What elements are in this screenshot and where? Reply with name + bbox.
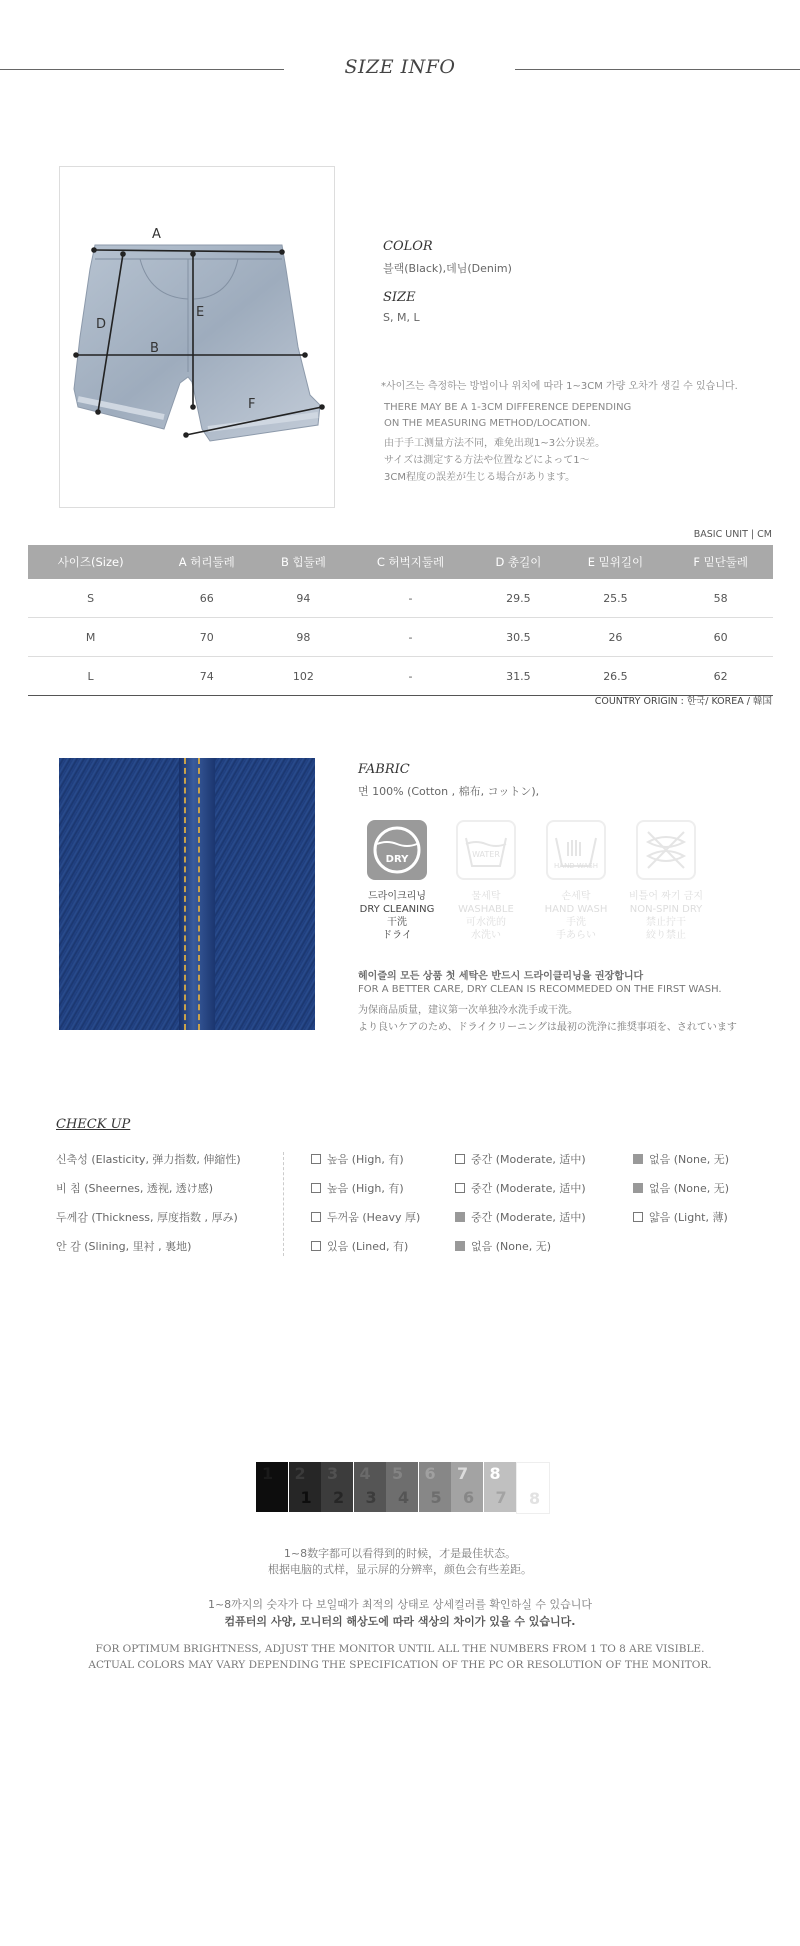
washable-icon-text: WATER	[472, 850, 500, 859]
care-notice-en: FOR A BETTER CARE, DRY CLEAN IS RECOMMEDED ON THE FIRST WASH.	[358, 984, 722, 995]
caption-line: 干洗	[387, 917, 407, 928]
size-note-ja-1: サイズは測定する方法や位置などによって1～	[384, 455, 590, 466]
caption-line: DRY CLEANING	[359, 904, 435, 915]
table-cell: -	[347, 657, 475, 696]
checkup-option	[633, 1209, 728, 1225]
no-spin-dry-icon	[636, 820, 696, 880]
size-note-ja-2: 3CM程度の誤差が生じる場合があります。	[384, 472, 576, 483]
caption-line: 水洗い	[471, 930, 501, 941]
dry-clean-caption	[352, 890, 442, 942]
size-table-header	[28, 545, 773, 579]
caption-line: 물세탁	[471, 891, 501, 902]
fabric-value: 면 100% (Cotton , 棉布, コットン),	[358, 785, 540, 798]
option-label: 중간 (Moderate, 适中)	[471, 1153, 586, 1166]
checkbox-filled	[455, 1241, 465, 1251]
checkbox-empty	[311, 1212, 321, 1222]
dry-clean-icon-text: DRY	[385, 854, 409, 865]
checkbox-empty	[455, 1183, 465, 1193]
caption-line: NON-SPIN DRY	[629, 904, 703, 915]
fabric-label: FABRIC	[358, 762, 410, 777]
checkup-label-lining: 안 감 (Slining, 里衬 , 裏地)	[56, 1240, 192, 1253]
option-label: 높음 (High, 有)	[327, 1182, 404, 1195]
swatch	[354, 1462, 386, 1512]
checkup-option	[311, 1238, 408, 1254]
washable-icon	[456, 820, 516, 880]
swatch-number-top: 5	[392, 1464, 404, 1483]
col-header: 사이즈(Size)	[28, 545, 153, 579]
swatch	[419, 1462, 451, 1512]
size-table	[28, 545, 773, 696]
fabric-swatch-image	[59, 758, 315, 1030]
checkup-title: CHECK UP	[56, 1117, 131, 1132]
table-cell: 70	[153, 618, 260, 657]
no-spin-dry-caption	[621, 890, 711, 942]
checkbox-empty	[311, 1183, 321, 1193]
swatch-number-bottom: 1	[300, 1488, 312, 1507]
swatch	[516, 1462, 550, 1514]
table-row	[28, 579, 773, 618]
table-cell: L	[28, 657, 153, 696]
caption-line: 可水洗的	[466, 917, 506, 928]
swatch	[484, 1462, 516, 1512]
measurement-lines	[60, 167, 334, 507]
caption-line: 드라이크리닝	[368, 891, 426, 902]
table-cell: -	[347, 579, 475, 618]
checkbox-empty	[311, 1154, 321, 1164]
table-cell: 25.5	[563, 579, 669, 618]
table-cell: 62	[668, 657, 773, 696]
monitor-note-ko-1: 1~8까지의 숫자가 다 보일때가 최적의 상태로 상세컬러를 확인하실 수 있습니다	[207, 1598, 593, 1611]
table-cell: 30.5	[474, 618, 562, 657]
table-cell: 60	[668, 618, 773, 657]
swatch-number-bottom: 7	[495, 1488, 507, 1507]
checkup-option	[311, 1151, 404, 1167]
checkup-label-elasticity: 신축성 (Elasticity, 弹力指数, 伸縮性)	[56, 1153, 241, 1166]
size-note-zh: 由于手工测量方法不同，难免出现1~3公分误差。	[384, 438, 606, 449]
option-label: 중간 (Moderate, 适中)	[471, 1211, 586, 1224]
swatch-number-bottom: 6	[463, 1488, 475, 1507]
table-cell: S	[28, 579, 153, 618]
swatch-number-bottom: 5	[430, 1488, 442, 1507]
table-row	[28, 657, 773, 696]
caption-line: 禁止拧干	[646, 917, 686, 928]
col-header: F 밑단둘레	[668, 545, 773, 579]
table-cell: 98	[260, 618, 346, 657]
caption-line: WASHABLE	[458, 904, 514, 915]
caption-line: 손세탁	[561, 891, 591, 902]
hand-wash-icon	[546, 820, 606, 880]
swatch-number-bottom: 3	[365, 1488, 377, 1507]
basic-unit: BASIC UNIT | CM	[693, 529, 772, 540]
swatch	[451, 1462, 483, 1512]
checkup-option	[455, 1209, 586, 1225]
washable-caption	[441, 890, 531, 942]
care-notice-ko: 헤이즐의 모든 상품 첫 세탁은 반드시 드라이클리닝을 권장합니다	[358, 971, 644, 982]
size-note-en-2: ON THE MEASURING METHOD/LOCATION.	[384, 418, 591, 429]
table-cell: 94	[260, 579, 346, 618]
swatch-number-top: 6	[424, 1464, 436, 1483]
checkup-option	[311, 1209, 420, 1225]
col-header: A 허리둘레	[153, 545, 260, 579]
swatch-number-bottom: 4	[398, 1488, 410, 1507]
table-row	[28, 618, 773, 657]
checkup-option	[311, 1180, 404, 1196]
swatch-number-top: 7	[457, 1464, 469, 1483]
dry-clean-icon	[367, 820, 427, 880]
swatch	[289, 1462, 321, 1512]
caption-line: 手洗	[566, 917, 586, 928]
checkbox-filled	[633, 1183, 643, 1193]
option-label: 없음 (None, 无)	[649, 1153, 730, 1166]
col-header: C 허벅지둘레	[347, 545, 475, 579]
size-label: SIZE	[383, 290, 416, 305]
col-header: D 총길이	[474, 545, 562, 579]
table-cell: 26.5	[563, 657, 669, 696]
swatch	[386, 1462, 418, 1512]
table-cell: 102	[260, 657, 346, 696]
swatch-number-bottom: 8	[529, 1489, 541, 1508]
monitor-note-zh-2: 根据电脑的式样，显示屏的分辨率，颜色会有些差距。	[268, 1563, 532, 1576]
swatch-number-bottom: 2	[333, 1488, 345, 1507]
option-label: 두꺼움 (Heavy 厚)	[327, 1211, 421, 1224]
table-cell: 66	[153, 579, 260, 618]
checkup-option	[633, 1151, 729, 1167]
label-b: B	[150, 341, 159, 356]
caption-line: HAND WASH	[544, 904, 608, 915]
size-note-en-1: THERE MAY BE A 1-3CM DIFFERENCE DEPENDING	[384, 402, 632, 413]
page-title: SIZE INFO	[344, 56, 456, 78]
table-cell: 58	[668, 579, 773, 618]
option-label: 얇음 (Light, 薄)	[649, 1211, 728, 1224]
checkup-label-thickness: 두께감 (Thickness, 厚度指数 , 厚み)	[56, 1211, 238, 1224]
table-cell: -	[347, 618, 475, 657]
table-cell: 74	[153, 657, 260, 696]
checkup-option	[455, 1151, 586, 1167]
checkup-divider	[283, 1152, 284, 1256]
checkup-label-sheerness: 비 침 (Sheernes, 透视, 透け感)	[56, 1182, 214, 1195]
checkup-option	[455, 1238, 551, 1254]
care-notice-ja: より良いケアのため、ドライクリーニングは最初の洗浄に推奨事項を、されています	[358, 1022, 737, 1033]
col-header: E 밑위길이	[563, 545, 669, 579]
country-origin: COUNTRY ORIGIN : 한국/ KOREA / 韓国	[594, 696, 772, 707]
option-label: 없음 (None, 无)	[649, 1182, 730, 1195]
checkbox-empty	[633, 1212, 643, 1222]
size-value: S, M, L	[383, 311, 420, 324]
hand-wash-icon-text: HAND WASH	[554, 862, 598, 870]
label-a: A	[152, 227, 161, 242]
label-e: E	[196, 305, 205, 320]
table-cell: 29.5	[474, 579, 562, 618]
option-label: 중간 (Moderate, 适中)	[471, 1182, 586, 1195]
checkbox-empty	[455, 1154, 465, 1164]
checkbox-filled	[633, 1154, 643, 1164]
option-label: 없음 (None, 无)	[471, 1240, 552, 1253]
monitor-note-zh-1: 1~8数字都可以看得到的时候，才是最佳状态。	[283, 1547, 517, 1560]
table-cell: M	[28, 618, 153, 657]
monitor-note-en-1: FOR OPTIMUM BRIGHTNESS, ADJUST THE MONITOR UNTIL ALL THE NUMBERS FROM 1 TO 8 ARE VISIBLE.	[95, 1643, 705, 1655]
option-label: 높음 (High, 有)	[327, 1153, 404, 1166]
label-d: D	[96, 317, 107, 332]
swatch-number-top: 4	[359, 1464, 371, 1483]
checkbox-filled	[455, 1212, 465, 1222]
color-label: COLOR	[383, 239, 433, 254]
swatch	[321, 1462, 353, 1512]
swatch-number-top: 3	[327, 1464, 339, 1483]
table-cell: 26	[563, 618, 669, 657]
care-notice-zh: 为保商品质量，建议第一次单独冷水洗手或干洗。	[358, 1005, 578, 1016]
caption-line: 絞り禁止	[646, 930, 686, 941]
swatch-number-top: 2	[294, 1464, 306, 1483]
caption-line: ドライ	[382, 930, 412, 941]
monitor-note-ko-2: 컴퓨터의 사양, 모니터의 해상도에 따라 색상의 차이가 있을 수 있습니다.	[224, 1615, 576, 1628]
size-note-ko: *사이즈는 측정하는 방법이나 위치에 따라 1~3CM 가량 오차가 생길 수 있습니다.	[381, 381, 738, 392]
caption-line: 비틀어 짜기 금지	[629, 891, 703, 902]
product-diagram	[59, 166, 335, 508]
swatch-number-top: 1	[262, 1464, 274, 1483]
label-f: F	[248, 397, 256, 412]
caption-line: 手あらい	[556, 930, 596, 941]
swatch-number-top: 8	[489, 1464, 501, 1483]
checkup-option	[455, 1180, 586, 1196]
table-cell: 31.5	[474, 657, 562, 696]
color-value: 블랙(Black),데님(Denim)	[383, 262, 512, 275]
col-header: B 힙둘레	[260, 545, 346, 579]
monitor-note-en-2: ACTUAL COLORS MAY VARY DEPENDING THE SPECIFICATION OF THE PC OR RESOLUTION OF THE MONITOR.	[88, 1659, 712, 1671]
checkbox-empty	[311, 1241, 321, 1251]
option-label: 있음 (Lined, 有)	[327, 1240, 409, 1253]
swatch	[256, 1462, 288, 1512]
hand-wash-caption	[531, 890, 621, 942]
checkup-option	[633, 1180, 729, 1196]
